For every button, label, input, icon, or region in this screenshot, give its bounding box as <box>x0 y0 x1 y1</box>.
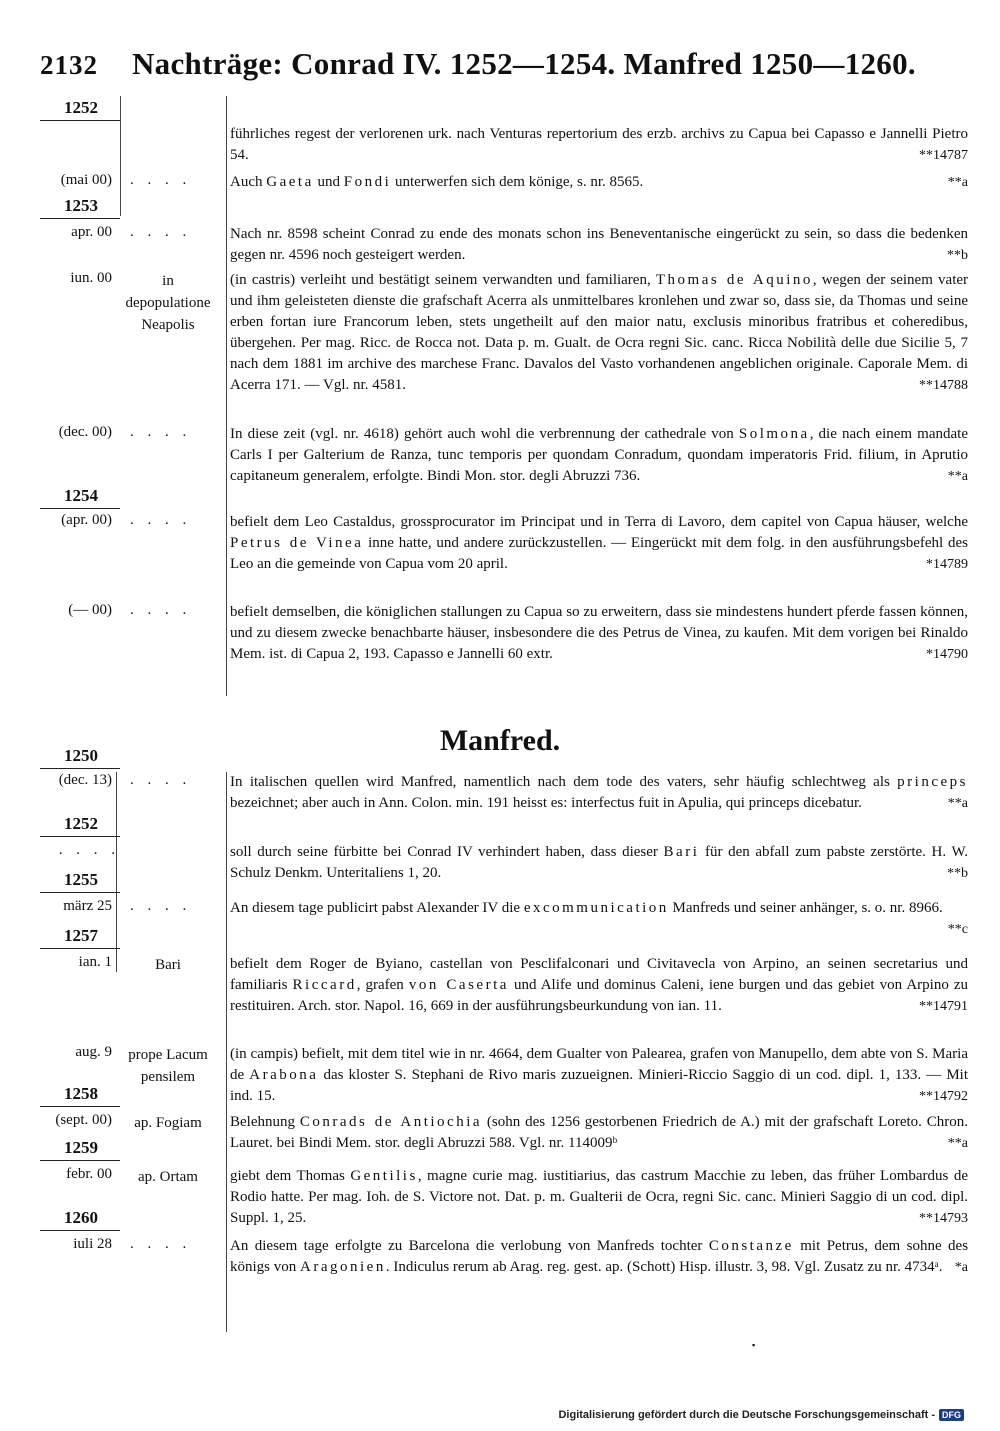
year-label: 1252 <box>64 814 98 833</box>
entry-ref: **c <box>947 922 968 937</box>
dots-placeholder: . . . . <box>130 1236 192 1252</box>
entry-ref: **a <box>947 1136 968 1151</box>
entry-date: (apr. 00) <box>61 512 112 528</box>
entry-ref: **14793 <box>919 1211 968 1226</box>
year-rule <box>40 218 120 219</box>
dfg-logo: DFG <box>939 1409 964 1421</box>
entry-text: giebt dem Thomas Gentilis, magne curie mag. iustitiarius, das castrum Macchie zu leben, das früher Lombardus de Rodio hatte. Per mag. Ioh. de S. Victore not. Dat. p. m. Gualterii de Ocra, regni Sic. canc. Minieri Saggio di un cod. dipl. Suppl. 1, 25. **14793 <box>230 1166 968 1229</box>
entry-text: An diesem tage publicirt pabst Alexander IV die excommunication Manfreds und seiner anhänger, s. o. nr. 8966. **c <box>230 898 968 940</box>
print-mark: ▪ <box>752 1340 756 1350</box>
year-label: 1259 <box>64 1138 98 1157</box>
dots-placeholder: . . . . <box>130 424 192 440</box>
year-rule <box>40 508 120 509</box>
entry-ref: **a <box>947 796 968 811</box>
page-header <box>40 46 980 86</box>
year-label: 1260 <box>64 1208 98 1227</box>
year-label: 1250 <box>64 746 98 765</box>
entry-date: (dec. 00) <box>58 424 112 440</box>
dots-placeholder: . . . . <box>130 512 192 528</box>
year-rule <box>40 120 120 121</box>
section-heading-manfred: Manfred. <box>439 724 561 757</box>
entry-text: An diesem tage erfolgte zu Barcelona die verlobung von Manfreds tochter Constanze mit Petrus, dem sohne des königs von Aragonien. Indiculus rerum ab Arag. reg. gest. ap. (Schott) Hisp. illustr. 3, 98. Vgl. Zusatz zu nr. 4734ᵃ. *a <box>230 1236 968 1278</box>
entry-ref: **a <box>947 175 968 190</box>
entry-ref: **b <box>947 248 968 263</box>
dots-placeholder: . . . . <box>130 602 192 618</box>
year-rule <box>40 1230 120 1231</box>
entry-text: führliches regest der verlorenen urk. nach Venturas repertorium des erzb. archivs zu Capua bei Capasso e Jannelli Pietro 54. **14787 <box>230 124 968 166</box>
dots-placeholder: . . . . <box>130 224 192 240</box>
entry-text: soll durch seine fürbitte bei Conrad IV verhindert haben, dass dieser Bari für den abfall zum pabste zerstörte. H. W. Schulz Denkm. Unteritaliens 1, 20. **b <box>230 842 968 884</box>
year-rule <box>40 768 120 769</box>
entry-text: Belehnung Conrads de Antiochia (sohn des 1256 gestorbenen Friedrich de A.) mit der grafschaft Loreto. Chron. Lauret. bei Bindi Mem. stor. degli Abruzzi 588. Vgl. nr. 114009ᵇ **a <box>230 1112 968 1154</box>
entry-ref: **14791 <box>919 999 968 1014</box>
entry-text: Auch Gaeta und Fondi unterwerfen sich dem könige, s. nr. 8565. **a <box>230 172 968 193</box>
entry-text: befielt dem Leo Castaldus, grossprocurator im Principat und in Terra di Lavoro, dem capitel von Capua häuser, welche Petrus de Vinea inne hatte, und andere zurückzustellen. — Eingerückt mit dem folg. in den ausführungsbefehl des Leo an die gemeinde von Capua vom 20 april. *14789 <box>230 512 968 575</box>
page-title: Nachträge: Conrad IV. 1252—1254. Manfred 1250—1260. <box>132 46 916 81</box>
entry-place: ap. Ortam <box>138 1169 198 1185</box>
entry-date: (— 00) <box>68 602 112 618</box>
entry-place: ap. Fogiam <box>134 1115 202 1131</box>
year-label: 1253 <box>64 196 98 215</box>
entry-ref: **a <box>947 469 968 484</box>
entry-place: Bari <box>155 957 181 973</box>
footer-credit <box>558 1409 964 1421</box>
year-label: 1257 <box>64 926 98 945</box>
entry-date: febr. 00 <box>66 1166 112 1182</box>
entry-ref: **b <box>947 866 968 881</box>
year-rule <box>40 1160 120 1161</box>
entry-date: märz 25 <box>63 898 112 914</box>
column-rule-right <box>226 772 227 1332</box>
entry-ref: **14792 <box>919 1089 968 1104</box>
footer-text: Digitalisierung gefördert durch die Deutsche Forschungsgemeinschaft - <box>558 1409 935 1421</box>
entry-ref: **14787 <box>919 148 968 163</box>
entry-date: iuli 28 <box>73 1236 112 1252</box>
entry-ref: *a <box>954 1260 968 1275</box>
entry-text: befielt demselben, die königlichen stallungen zu Capua so zu erweitern, dass sie mindestens hundert pferde fassen können, und zu diesem zwecke benachbarte häuser, insbesondere die des Petrus de Vinea, zu kaufen. Mit dem vorigen bei Rinaldo Mem. ist. di Capua 2, 193. Capasso e Jannelli 60 extr. *14790 <box>230 602 968 665</box>
entry-text: In diese zeit (vgl. nr. 4618) gehört auch wohl die verbrennung der cathedrale von Solmona, die nach einem mandate Carls I per Galterium de Ranza, tunc temporis per quondam Conradum, quondam imperatoris Frid. filium, in Aprutio capitaneum generalem, erfolgte. Bindi Mon. stor. degli Abruzzi 736. **a <box>230 424 968 487</box>
entry-date: aug. 9 <box>75 1044 112 1060</box>
year-label: 1258 <box>64 1084 98 1103</box>
dots-placeholder: . . . . <box>130 772 192 788</box>
page-number: 2132 <box>40 50 98 80</box>
entry-date: apr. 00 <box>71 224 112 240</box>
year-rule <box>40 836 120 837</box>
year-label: 1252 <box>64 98 98 117</box>
dots-placeholder: . . . . <box>130 898 192 914</box>
entry-ref: **14788 <box>919 378 968 393</box>
entry-ref: *14789 <box>926 557 968 572</box>
entry-place: prope Lacum pensilem <box>128 1047 208 1085</box>
entry-date: (dec. 13) <box>58 772 112 788</box>
entry-text: (in castris) verleiht und bestätigt seinem verwandten und familiaren, Thomas de Aquino, wegen der seinem vater und ihm geleisteten dienste die grafschaft Acerra als unmittelbares kronlehen und zwar so, dass sie, da Thomas und seine erben fortan iure Francorum leben, stets ungetheilt auf den maior natu, exclusis minoribus fratribus et coheredibus, übergehen. Per mag. Ricc. de Rocca not. Data p. m. Gualt. de Ocra regni Sic. canc. Ricca Nobilità delle due Sicilie 5, 7 nach dem 1881 im archive des marchese Franc. Davalos del Vasto vorhandenen angeblichen originale. Caporale Mem. di Acerra 171. — Vgl. nr. 4581. **14788 <box>230 270 968 396</box>
year-rule <box>40 892 120 893</box>
column-rule-left <box>120 96 121 216</box>
entry-place: in depopulatione Neapolis <box>125 273 211 333</box>
entry-ref: *14790 <box>926 647 968 662</box>
entry-text: In italischen quellen wird Manfred, namentlich nach dem tode des vaters, sehr häufig schlechtweg als princeps bezeichnet; aber auch in Ann. Colon. min. 191 heisst es: interfectus fuit in Apulia, qui princeps dicebatur. **a <box>230 772 968 814</box>
entry-date: (sept. 00) <box>55 1112 112 1128</box>
entry-date: ian. 1 <box>78 954 112 970</box>
entry-text: befielt dem Roger de Byiano, castellan von Pesclifalconari und Civitavecla von Arpino, an seinen secretarius und familiaris Riccard, grafen von Caserta und Alife und dominus Caleni, iene burgen und das gebiet von Arpino zu restituiren. Arch. stor. Napol. 16, 669 in der ausführungsbeurkundung von ian. 11. **14791 <box>230 954 968 1017</box>
dots-placeholder: . . . . <box>130 172 192 188</box>
year-label: 1255 <box>64 870 98 889</box>
entry-date: (mai 00) <box>60 172 112 188</box>
year-label: 1254 <box>64 486 98 505</box>
entry-date: iun. 00 <box>70 270 112 286</box>
dots-placeholder: . . . . <box>58 842 120 858</box>
year-rule <box>40 948 120 949</box>
column-rule-right <box>226 96 227 696</box>
entry-text: Nach nr. 8598 scheint Conrad zu ende des monats schon ins Beneventanische eingerückt zu sein, so dass die bedenken gegen nr. 4596 noch gesteigert werden. **b <box>230 224 968 266</box>
year-rule <box>40 1106 120 1107</box>
entry-text: (in campis) befielt, mit dem titel wie in nr. 4664, dem Gualter von Palearea, grafen von Manupello, dem abte von S. Maria de Arabona das kloster S. Stephani de Rivo maris zuzueignen. Minieri-Riccio Saggio di un cod. dipl. 1, 133. — Mit ind. 15. **14792 <box>230 1044 968 1107</box>
